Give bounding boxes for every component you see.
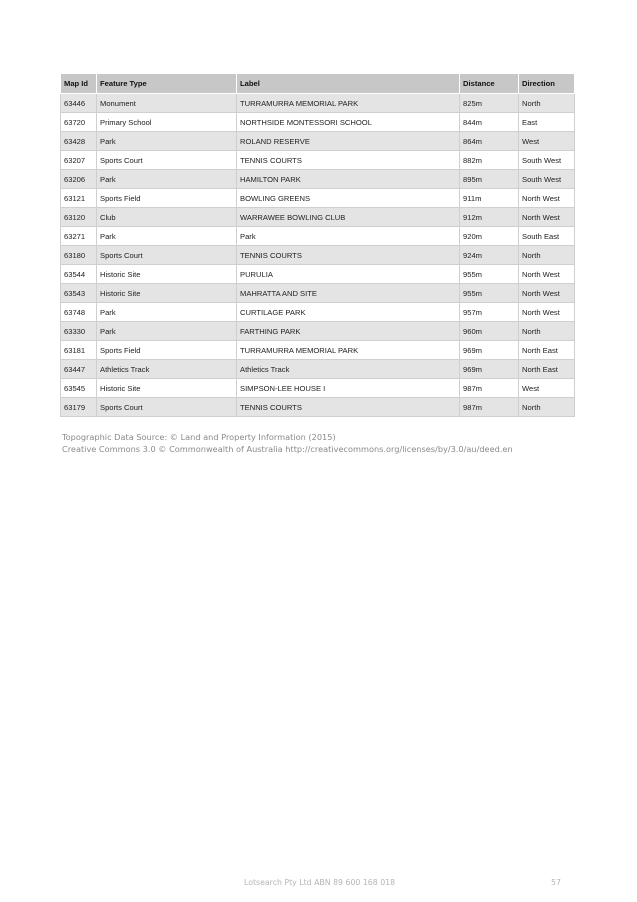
cell-distance: 955m xyxy=(460,284,519,303)
cell-direction: West xyxy=(519,379,575,398)
cell-distance: 969m xyxy=(460,360,519,379)
cell-feature-type: Sports Court xyxy=(97,246,237,265)
cell-label: SIMPSON-LEE HOUSE I xyxy=(237,379,460,398)
cell-direction: South East xyxy=(519,227,575,246)
header-distance: Distance xyxy=(460,74,519,94)
cell-label: TURRAMURRA MEMORIAL PARK xyxy=(237,341,460,360)
table-row xyxy=(61,322,575,341)
cell-label: MAHRATTA AND SITE xyxy=(237,284,460,303)
cell-label: HAMILTON PARK xyxy=(237,170,460,189)
cell-feature-type: Sports Field xyxy=(97,341,237,360)
cell-feature-type: Athletics Track xyxy=(97,360,237,379)
table-row xyxy=(61,189,575,208)
cell-label: TURRAMURRA MEMORIAL PARK xyxy=(237,94,460,113)
table-row xyxy=(61,170,575,189)
table-row xyxy=(61,246,575,265)
cell-map-id: 63447 xyxy=(61,360,97,379)
cell-distance: 844m xyxy=(460,113,519,132)
source-line-1: Topographic Data Source: © Land and Property Information (2015) xyxy=(62,432,336,442)
cell-label: TENNIS COURTS xyxy=(237,398,460,417)
cell-feature-type: Park xyxy=(97,132,237,151)
cell-map-id: 63446 xyxy=(61,94,97,113)
cell-map-id: 63543 xyxy=(61,284,97,303)
cell-direction: North West xyxy=(519,265,575,284)
header-label: Label xyxy=(237,74,460,94)
cell-map-id: 63330 xyxy=(61,322,97,341)
cell-label: Park xyxy=(237,227,460,246)
cell-distance: 924m xyxy=(460,246,519,265)
cell-direction: North xyxy=(519,94,575,113)
features-table xyxy=(60,73,575,417)
cell-feature-type: Park xyxy=(97,303,237,322)
cell-feature-type: Park xyxy=(97,170,237,189)
cell-map-id: 63180 xyxy=(61,246,97,265)
cell-feature-type: Monument xyxy=(97,94,237,113)
cell-feature-type: Sports Field xyxy=(97,189,237,208)
cell-label: TENNIS COURTS xyxy=(237,246,460,265)
cell-direction: North West xyxy=(519,303,575,322)
cell-distance: 864m xyxy=(460,132,519,151)
cell-label: NORTHSIDE MONTESSORI SCHOOL xyxy=(237,113,460,132)
table-row xyxy=(61,113,575,132)
cell-distance: 911m xyxy=(460,189,519,208)
cell-distance: 895m xyxy=(460,170,519,189)
cell-feature-type: Primary School xyxy=(97,113,237,132)
cell-label: Athletics Track xyxy=(237,360,460,379)
cell-direction: North West xyxy=(519,189,575,208)
cell-distance: 825m xyxy=(460,94,519,113)
cell-map-id: 63545 xyxy=(61,379,97,398)
cell-direction: North xyxy=(519,246,575,265)
cell-feature-type: Sports Court xyxy=(97,398,237,417)
table-row xyxy=(61,94,575,113)
cell-label: ROLAND RESERVE xyxy=(237,132,460,151)
cell-feature-type: Historic Site xyxy=(97,379,237,398)
cell-label: CURTILAGE PARK xyxy=(237,303,460,322)
cell-direction: South West xyxy=(519,170,575,189)
cell-map-id: 63720 xyxy=(61,113,97,132)
table-row xyxy=(61,303,575,322)
cell-direction: North East xyxy=(519,360,575,379)
cell-direction: North xyxy=(519,322,575,341)
table-row xyxy=(61,132,575,151)
cell-map-id: 63428 xyxy=(61,132,97,151)
cell-map-id: 63748 xyxy=(61,303,97,322)
cell-direction: North West xyxy=(519,284,575,303)
table-row xyxy=(61,379,575,398)
cell-map-id: 63207 xyxy=(61,151,97,170)
table-row xyxy=(61,360,575,379)
table-header-row xyxy=(61,74,575,94)
cell-direction: North xyxy=(519,398,575,417)
cell-feature-type: Historic Site xyxy=(97,284,237,303)
cell-label: WARRAWEE BOWLING CLUB xyxy=(237,208,460,227)
table-body xyxy=(61,94,575,417)
cell-map-id: 63181 xyxy=(61,341,97,360)
cell-feature-type: Sports Court xyxy=(97,151,237,170)
header-feature-type: Feature Type xyxy=(97,74,237,94)
cell-label: PURULIA xyxy=(237,265,460,284)
cell-feature-type: Historic Site xyxy=(97,265,237,284)
cell-label: BOWLING GREENS xyxy=(237,189,460,208)
table-row xyxy=(61,398,575,417)
cell-distance: 955m xyxy=(460,265,519,284)
footer-page-number: 57 xyxy=(551,878,561,887)
cell-distance: 882m xyxy=(460,151,519,170)
cell-direction: North East xyxy=(519,341,575,360)
cell-feature-type: Park xyxy=(97,227,237,246)
table-row xyxy=(61,208,575,227)
table-row xyxy=(61,284,575,303)
table-row xyxy=(61,227,575,246)
cell-feature-type: Park xyxy=(97,322,237,341)
footer-company: Lotsearch Pty Ltd ABN 89 600 168 018 xyxy=(244,878,396,887)
data-source-note xyxy=(62,431,513,455)
cell-direction: North West xyxy=(519,208,575,227)
cell-distance: 912m xyxy=(460,208,519,227)
cell-distance: 987m xyxy=(460,398,519,417)
source-line-2: Creative Commons 3.0 © Commonwealth of Australia http://creativecommons.org/licenses/by/3.0/au/deed.en xyxy=(62,444,513,454)
cell-map-id: 63120 xyxy=(61,208,97,227)
cell-map-id: 63206 xyxy=(61,170,97,189)
table-row xyxy=(61,265,575,284)
cell-label: FARTHING PARK xyxy=(237,322,460,341)
table-row xyxy=(61,151,575,170)
cell-map-id: 63271 xyxy=(61,227,97,246)
cell-distance: 957m xyxy=(460,303,519,322)
cell-distance: 960m xyxy=(460,322,519,341)
cell-map-id: 63121 xyxy=(61,189,97,208)
header-map-id: Map Id xyxy=(61,74,97,94)
cell-distance: 987m xyxy=(460,379,519,398)
cell-direction: East xyxy=(519,113,575,132)
cell-map-id: 63544 xyxy=(61,265,97,284)
table-row xyxy=(61,341,575,360)
cell-label: TENNIS COURTS xyxy=(237,151,460,170)
cell-distance: 969m xyxy=(460,341,519,360)
cell-feature-type: Club xyxy=(97,208,237,227)
cell-distance: 920m xyxy=(460,227,519,246)
cell-map-id: 63179 xyxy=(61,398,97,417)
header-direction: Direction xyxy=(519,74,575,94)
cell-direction: West xyxy=(519,132,575,151)
cell-direction: South West xyxy=(519,151,575,170)
